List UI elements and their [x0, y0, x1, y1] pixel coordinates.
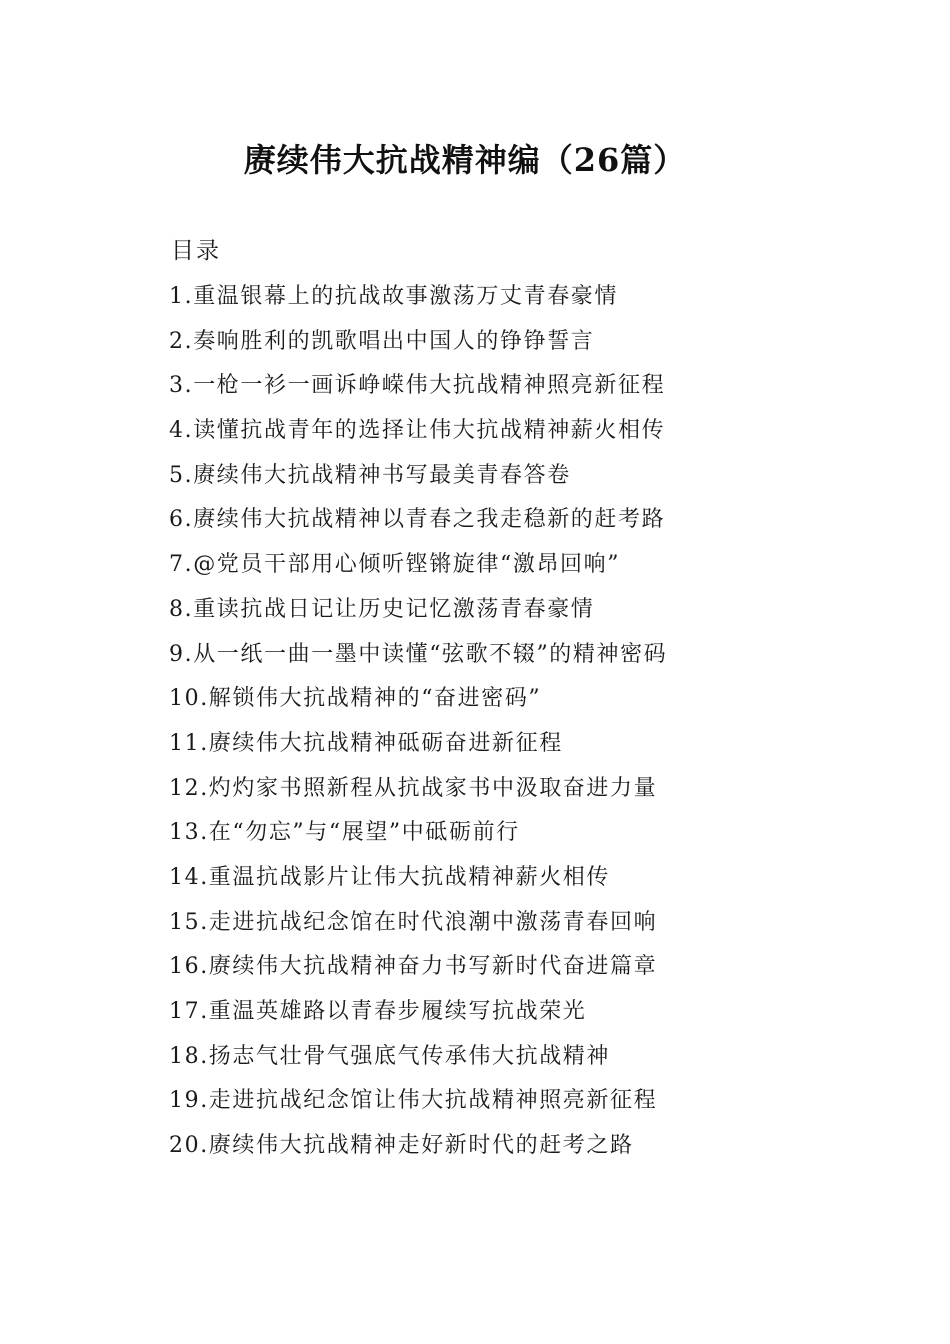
toc-item: 1.重温银幕上的抗战故事激荡万丈青春豪情: [169, 284, 618, 309]
toc-item: 2.奏响胜利的凯歌唱出中国人的铮铮誓言: [169, 328, 595, 354]
toc-item: 13.在“勿忘”与“展望”中砥砺前行: [169, 820, 520, 846]
toc-item: 11.赓续伟大抗战精神砥砺奋进新征程: [169, 730, 563, 756]
toc-heading: 目录: [171, 238, 221, 264]
toc-item: 17.重温英雄路以青春步履续写抗战荣光: [169, 999, 587, 1024]
toc-item: 18.扬志气壮骨气强底气传承伟大抗战精神: [169, 1043, 610, 1069]
toc-item: 15.走进抗战纪念馆在时代浪潮中激荡青春回响: [169, 909, 658, 935]
toc-item: 3.一枪一衫一画诉峥嵘伟大抗战精神照亮新征程: [169, 373, 666, 399]
page-title: 赓续伟大抗战精神编（26篇）: [243, 141, 687, 179]
toc-item: 19.走进抗战纪念馆让伟大抗战精神照亮新征程: [169, 1088, 658, 1114]
toc-item: 10.解锁伟大抗战精神的“奋进密码”: [169, 686, 542, 712]
toc-item: 7.@党员干部用心倾听铿锵旋律“激昂回响”: [169, 552, 621, 578]
toc-item: 9.从一纸一曲一墨中读懂“弦歌不辍”的精神密码: [169, 641, 668, 667]
toc-item: 6.赓续伟大抗战精神以青春之我走稳新的赶考路: [169, 507, 666, 533]
toc-item: 20.赓续伟大抗战精神走好新时代的赶考之路: [169, 1133, 634, 1159]
toc-item: 12.灼灼家书照新程从抗战家书中汲取奋进力量: [169, 775, 658, 801]
toc-item: 8.重读抗战日记让历史记忆激荡青春豪情: [169, 596, 595, 622]
table-of-contents: [169, 282, 869, 1176]
toc-item: 16.赓续伟大抗战精神奋力书写新时代奋进篇章: [169, 954, 658, 980]
toc-item: 4.读懂抗战青年的选择让伟大抗战精神薪火相传: [169, 418, 666, 444]
toc-item: 5.赓续伟大抗战精神书写最美青春答卷: [169, 462, 571, 488]
toc-item: 14.重温抗战影片让伟大抗战精神薪火相传: [169, 864, 610, 890]
